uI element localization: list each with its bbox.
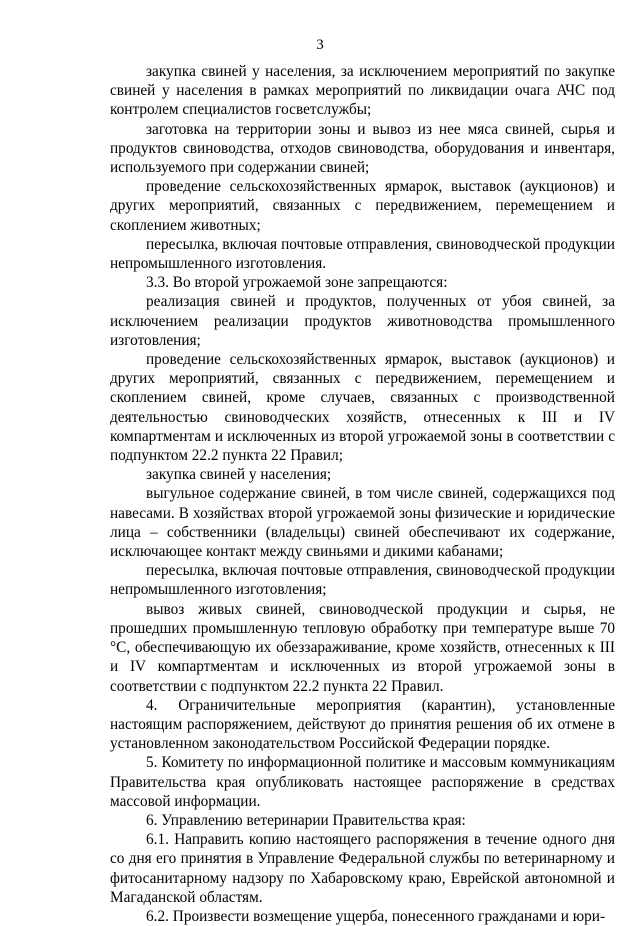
paragraph-section-5: 5. Комитету по информационной политике и массовым коммуникациям Правительства края опубликовать настоящее распоряжение в средствах массовой информации.: [110, 754, 615, 810]
paragraph-section-3-3: 3.3. Во второй угрожаемой зоне запрещаются:: [146, 274, 448, 292]
paragraph-section-6: 6. Управлению ветеринарии Правительства края:: [146, 811, 466, 829]
paragraph-section-6-1: 6.1. Направить копию настоящего распоряжения в течение одного дня со дня его принятия в Управление Федеральной службы по ветеринарному и фитосанитарному надзору по Хабаровскому краю, Еврейской автономной и Магаданской областям.: [110, 831, 615, 906]
paragraph-pig-purchase-exception: закупка свиней у населения, за исключением мероприятий по закупке свиней у населения в рамках мероприятий по ликвидации очага АЧС под контролем специалистов госветслужбы;: [110, 63, 615, 119]
paragraph-sale-pigs: реализация свиней и продуктов, полученных от убоя свиней, за исключением реализации продуктов животноводства промышленного изготовления;: [110, 293, 615, 349]
paragraph-section-6-2: 6.2. Произвести возмещение ущерба, понесенного гражданами и юри-: [146, 907, 606, 925]
paragraph-fairs-animals: проведение сельскохозяйственных ярмарок, выставок (аукционов) и других мероприятий, связанных с передвижением, перемещением и скоплением животных;: [110, 178, 615, 234]
document-body: [110, 62, 615, 926]
paragraph-mail-products: пересылка, включая почтовые отправления, свиноводческой продукции непромышленного изготовления.: [110, 235, 615, 273]
paragraph-meat-export: заготовка на территории зоны и вывоз из нее мяса свиней, сырья и продуктов свиноводства, отходов свиноводства, оборудования и инвентаря, используемого при содержании свиней;: [110, 120, 615, 177]
paragraph-section-4: 4. Ограничительные мероприятия (карантин), установленные настоящим распоряжением, действуют до принятия решения об их отмене в установленном законодательством Российской Федерации порядке.: [110, 696, 615, 753]
paragraph-mail-products-2: пересылка, включая почтовые отправления, свиноводческой продукции непромышленного изготовления;: [110, 562, 615, 599]
paragraph-free-range: выгульное содержание свиней, в том числе свиней, содержащихся под навесами. В хозяйствах второй угрожаемой зоны физические и юридические лица – собственники (владельцы) свиней обеспечивают их содержание, исключающее контакт между свиньями и дикими кабанами;: [110, 485, 615, 561]
paragraph-fairs-pigs: проведение сельскохозяйственных ярмарок, выставок (аукционов) и других мероприятий, связанных с передвижением, перемещением и скоплением свиней, кроме случаев, связанных с производственной деятельностью свиноводческих хозяйств, отнесенных к III и IV компартментам и исключенных из второй угрожаемой зоны в соответствии с подпунктом 22.2 пункта 22 Правил;: [110, 351, 615, 465]
paragraph-pig-purchase: закупка свиней у населения;: [146, 466, 332, 484]
page-number: 3: [316, 37, 324, 53]
paragraph-live-pig-export: вывоз живых свиней, свиноводческой продукции и сырья, не прошедших промышленную тепловую обработку при температуре выше 70 °С, обеспечивающую их обеззараживание, кроме хозяйств, отнесенных к III и IV компартментам и исключенных из второй угрожаемой зоны в соответствии с подпунктом 22.2 пункта 22 Правил.: [110, 600, 615, 695]
